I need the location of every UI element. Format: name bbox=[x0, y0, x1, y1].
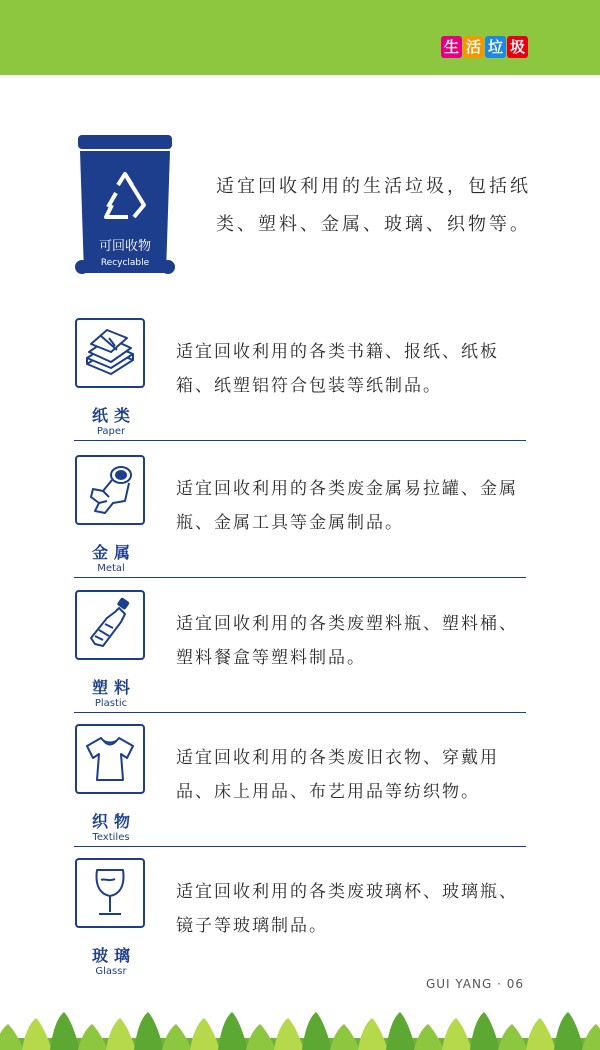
category-desc: 适宜回收利用的各类废玻璃杯、玻璃瓶、镜子等玻璃制品。 bbox=[176, 882, 518, 936]
grass-blade bbox=[582, 1024, 600, 1050]
category-desc: 适宜回收利用的各类废塑料瓶、塑料桶、塑料餐盒等塑料制品。 bbox=[176, 614, 518, 668]
plastic-icon-box bbox=[75, 590, 145, 660]
category-name-cn: 纸类 bbox=[91, 406, 136, 425]
divider bbox=[74, 712, 526, 713]
header-bar bbox=[0, 0, 600, 75]
grass-blade bbox=[0, 1024, 24, 1050]
badge-char: 圾 bbox=[507, 36, 528, 58]
category-name-en: Plastic bbox=[94, 698, 128, 709]
bin-label-en: Recyclable bbox=[100, 258, 150, 268]
paper-stack-icon bbox=[81, 324, 139, 382]
grass-blade bbox=[162, 1024, 192, 1050]
tshirt-icon bbox=[81, 730, 139, 788]
badge-char: 活 bbox=[463, 36, 484, 58]
bin-label-cn: 可回收物 bbox=[98, 239, 152, 254]
grass-blade bbox=[106, 1018, 136, 1050]
category-name-cn: 玻璃 bbox=[91, 946, 136, 965]
textiles-icon-box bbox=[75, 724, 145, 794]
category-desc: 适宜回收利用的各类书籍、报纸、纸板箱、纸塑铝符合包装等纸制品。 bbox=[176, 342, 499, 396]
grass-blade bbox=[134, 1012, 164, 1050]
category-name-en: Textiles bbox=[92, 832, 130, 843]
category-name-cn: 织物 bbox=[91, 812, 136, 831]
category-name-en: Glassr bbox=[95, 966, 127, 977]
grass-blade bbox=[50, 1012, 80, 1050]
grass-footer bbox=[0, 1008, 600, 1050]
metal-icon-box bbox=[75, 455, 145, 525]
grass-blade bbox=[78, 1024, 108, 1050]
grass-blade bbox=[358, 1018, 388, 1050]
title-badge bbox=[441, 36, 528, 58]
category-name-en: Paper bbox=[96, 426, 126, 437]
grass-blade bbox=[470, 1012, 500, 1050]
grass-blade bbox=[386, 1012, 416, 1050]
grass-blade bbox=[330, 1024, 360, 1050]
grass-blade bbox=[218, 1012, 248, 1050]
grass-blade bbox=[246, 1024, 276, 1050]
grass-blade bbox=[302, 1012, 332, 1050]
badge-char: 生 bbox=[441, 36, 462, 58]
paper-icon-box bbox=[75, 318, 145, 388]
plastic-bottle-icon bbox=[81, 596, 139, 654]
category-name-cn: 塑料 bbox=[91, 678, 136, 697]
grass-blade bbox=[414, 1024, 444, 1050]
grass-blade bbox=[274, 1018, 304, 1050]
grass-blade bbox=[190, 1018, 220, 1050]
wine-glass-icon bbox=[81, 864, 139, 922]
category-textiles bbox=[74, 724, 526, 860]
category-name-en: Metal bbox=[97, 563, 125, 574]
divider bbox=[74, 846, 526, 847]
category-paper bbox=[74, 318, 526, 454]
grass-blade bbox=[442, 1018, 472, 1050]
category-name-cn: 金属 bbox=[91, 543, 136, 562]
divider bbox=[74, 577, 526, 578]
grass-blade bbox=[498, 1024, 528, 1050]
page-number: GUI YANG · 06 bbox=[425, 977, 524, 991]
grass-blade bbox=[554, 1012, 584, 1050]
grass-blade bbox=[526, 1018, 556, 1050]
category-desc: 适宜回收利用的各类废金属易拉罐、金属瓶、金属工具等金属制品。 bbox=[176, 479, 518, 533]
crushed-can-icon bbox=[81, 461, 139, 519]
intro-text: 适宜回收利用的生活垃圾，包括纸类、塑料、金属、玻璃、织物等。 bbox=[216, 176, 531, 235]
grass-blade bbox=[22, 1018, 52, 1050]
category-metal bbox=[74, 455, 526, 591]
badge-char: 垃 bbox=[485, 36, 506, 58]
category-desc: 适宜回收利用的各类废旧衣物、穿戴用品、床上用品、布艺用品等纺织物。 bbox=[176, 748, 499, 802]
glass-icon-box bbox=[75, 858, 145, 928]
category-plastic bbox=[74, 590, 526, 726]
divider bbox=[74, 440, 526, 441]
recyclable-bin bbox=[74, 135, 176, 285]
category-glass bbox=[74, 858, 526, 994]
